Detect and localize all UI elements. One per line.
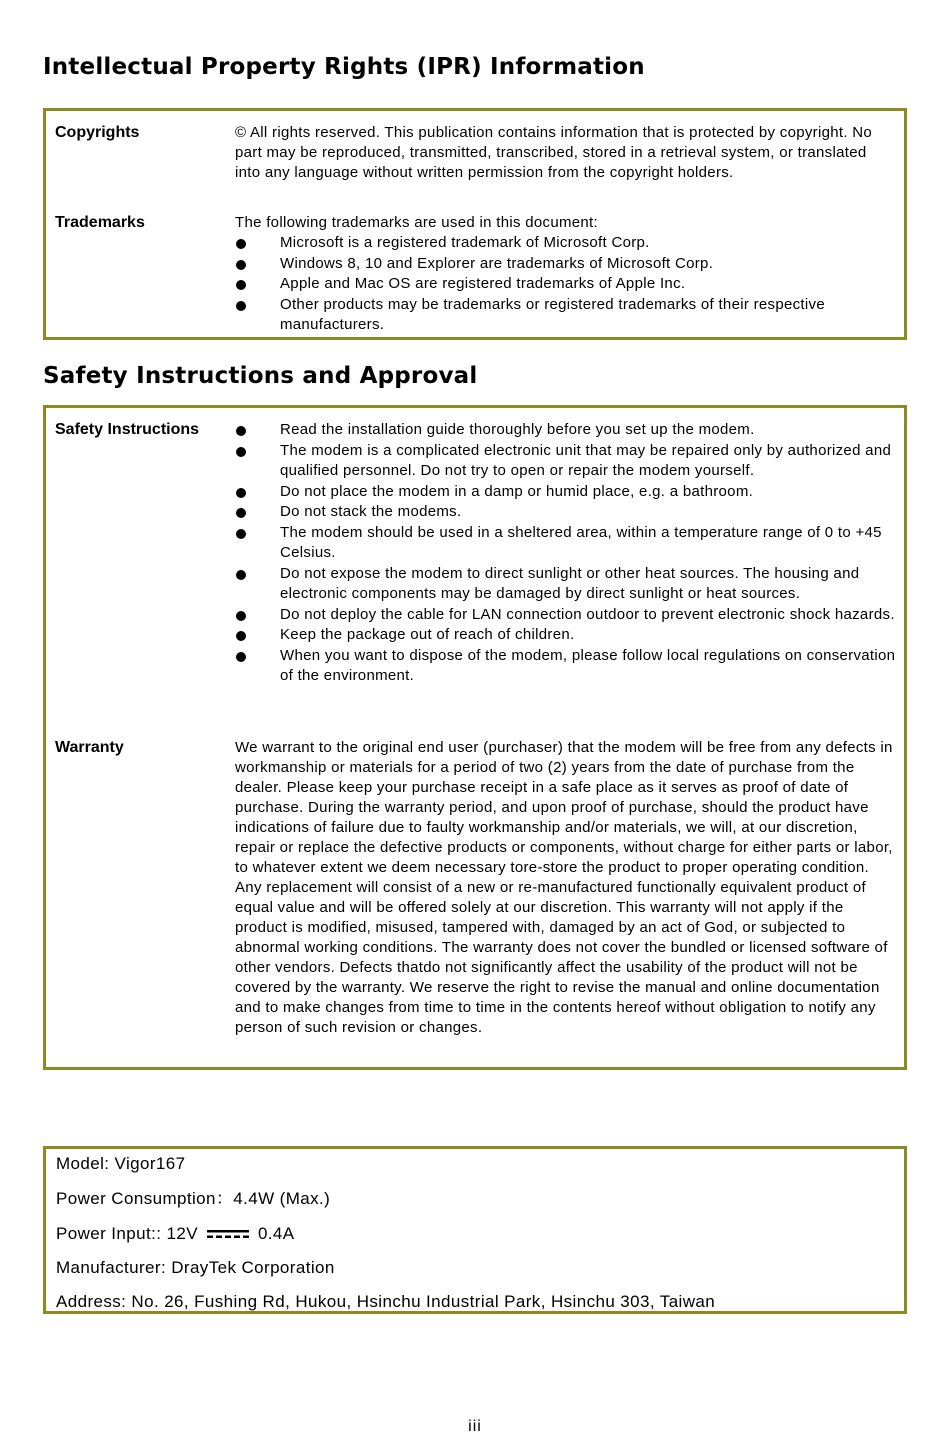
power-consumption-line: Power Consumption：4.4W (Max.) (56, 1189, 331, 1208)
trademark-item-text: Windows 8, 10 and Explorer are trademarks of Microsoft Corp. (280, 254, 714, 272)
dc-current-icon (206, 1229, 250, 1239)
safety-instructions-body (235, 420, 896, 687)
trademark-item-text: Other products may be trademarks or registered trademarks of their respective manufacturers. (280, 295, 825, 333)
list-item (235, 482, 896, 503)
safety-item-text: Do not deploy the cable for LAN connection outdoor to prevent electronic shock hazards. (280, 605, 895, 623)
bullet-icon (236, 280, 246, 290)
bullet-icon (236, 426, 246, 436)
power-input-suffix: 0.4A (257, 1224, 295, 1243)
bullet-icon (236, 301, 246, 311)
list-item (235, 274, 896, 295)
bullet-icon (236, 652, 246, 662)
list-item (235, 646, 896, 687)
safety-item-text: The modem should be used in a sheltered area, within a temperature range of 0 to +45 Celsius. (280, 523, 882, 561)
list-item (235, 233, 896, 254)
model-line: Model: Vigor167 (56, 1154, 186, 1173)
ipr-info-box (43, 108, 907, 340)
trademark-item-text: Apple and Mac OS are registered trademarks of Apple Inc. (280, 275, 686, 292)
copyrights-label: Copyrights (55, 124, 140, 141)
trademarks-list (235, 233, 896, 336)
safety-item-text: Do not stack the modems. (280, 503, 462, 520)
safety-instructions-list (235, 420, 896, 687)
list-item (235, 295, 896, 336)
safety-item-text: Do not expose the modem to direct sunlight or other heat sources. The housing and electronic components may be damaged by direct sunlight or heat sources. (280, 564, 860, 602)
list-item (235, 441, 896, 482)
safety-item-text: When you want to dispose of the modem, please follow local regulations on conservation of the environment. (280, 646, 896, 684)
bullet-icon (236, 529, 246, 539)
page-number: iii (468, 1418, 482, 1435)
safety-heading: Safety Instructions and Approval (43, 363, 478, 389)
trademarks-label: Trademarks (55, 214, 145, 231)
power-input-line (56, 1223, 295, 1245)
ipr-heading: Intellectual Property Rights (IPR) Information (43, 54, 645, 80)
list-item (235, 254, 896, 275)
list-item (235, 420, 896, 441)
warranty-body (235, 738, 896, 1038)
copyrights-body (235, 123, 896, 183)
safety-item-text: The modem is a complicated electronic unit that may be repaired only by authorized and qualified personnel. Do not try to open or repair the modem yourself. (280, 441, 892, 479)
bullet-icon (236, 631, 246, 641)
trademarks-intro: The following trademarks are used in this document: (235, 214, 598, 231)
bullet-icon (236, 611, 246, 621)
bullet-icon (236, 488, 246, 498)
trademarks-body (235, 213, 896, 336)
safety-item-text: Do not place the modem in a damp or humid place, e.g. a bathroom. (280, 482, 754, 500)
safety-info-box (43, 405, 907, 1070)
bullet-icon (236, 508, 246, 518)
bullet-icon (236, 570, 246, 580)
copyrights-text: © All rights reserved. This publication contains information that is protected by copyright. No part may be reproduced, transmitted, transcribed, stored in a retrieval system, or translated into any language without written permission from the copyright holders. (235, 124, 873, 181)
warranty-label: Warranty (55, 739, 124, 756)
power-input-prefix: Power Input:: 12V (56, 1224, 198, 1243)
list-item (235, 523, 896, 564)
manufacturer-line: Manufacturer: DrayTek Corporation (56, 1258, 335, 1277)
address-line: Address: No. 26, Fushing Rd, Hukou, Hsinchu Industrial Park, Hsinchu 303, Taiwan (56, 1292, 716, 1311)
safety-item-text: Keep the package out of reach of children. (280, 626, 575, 643)
list-item (235, 605, 896, 626)
list-item (235, 625, 896, 646)
safety-instructions-label: Safety Instructions (55, 421, 200, 438)
bullet-icon (236, 447, 246, 457)
trademark-item-text: Microsoft is a registered trademark of Microsoft Corp. (280, 234, 650, 251)
list-item (235, 564, 896, 605)
bullet-icon (236, 260, 246, 270)
bullet-icon (236, 239, 246, 249)
warranty-text: We warrant to the original end user (purchaser) that the modem will be free from any defects in workmanship or materials for a period of two (2) years from the date of purchase from the dealer. Please keep your purchase receipt in a safe place as it serves as proof of date of purchase. During the warranty period, and upon proof of purchase, should the product have indications of failure due to faulty workmanship and/or materials, we will, at our discretion, repair or replace the defective products or components, without charge for either parts or labor, to whatever extent we deem necessary tore-store the product to proper operating condition. Any replacement will consist of a new or re-manufactured functionally equivalent product of equal value and will be offered solely at our discretion. This warranty will not apply if the product is modified, misused, tampered with, damaged by an act of God, or subjected to abnormal working conditions. The warranty does not cover the bundled or licensed software of other vendors. Defects thatdo not significantly affect the usability of the product will not be covered by the warranty. We reserve the right to revise the manual and online documentation and to make changes from time to time in the contents hereof without obligation to notify any person of such revision or changes. (235, 739, 893, 1036)
safety-item-text: Read the installation guide thoroughly before you set up the modem. (280, 421, 755, 438)
list-item (235, 502, 896, 523)
spec-info-box (43, 1146, 907, 1314)
